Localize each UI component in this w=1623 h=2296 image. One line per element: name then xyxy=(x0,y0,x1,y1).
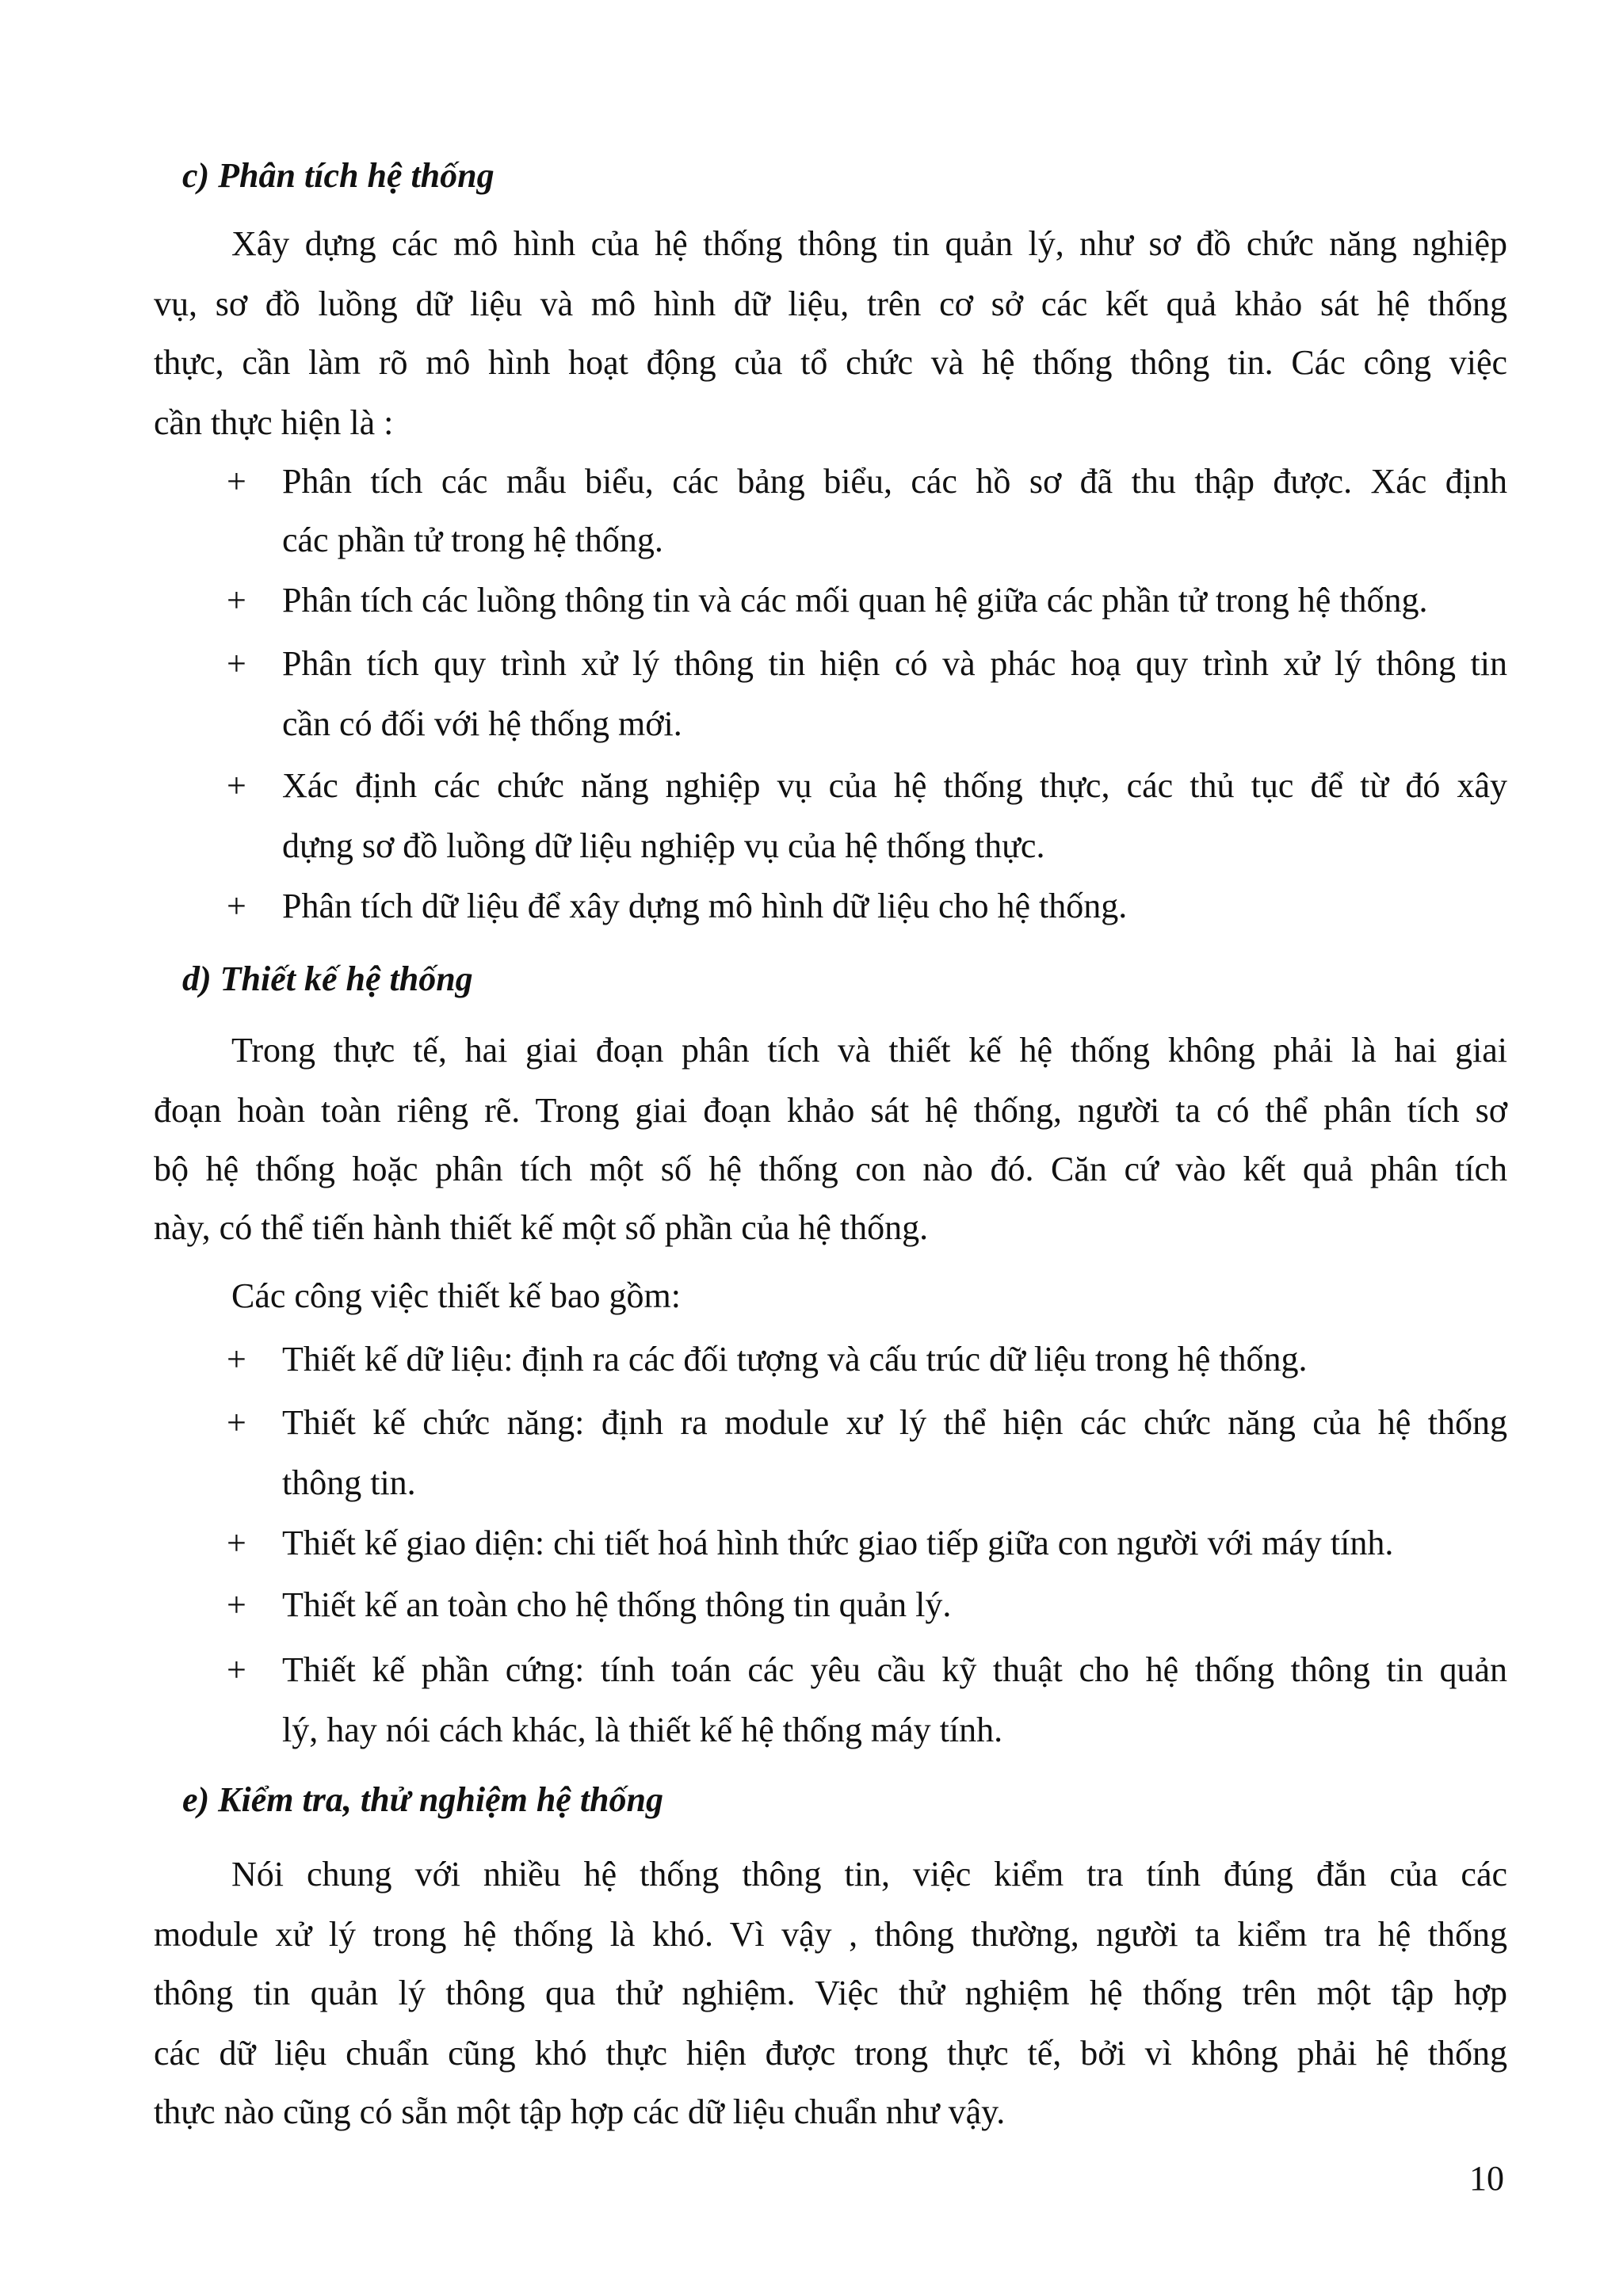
bullet-marker: + xyxy=(227,644,246,683)
bullet-marker: + xyxy=(227,1403,246,1442)
section-e-para-line: thông tin quản lý thông qua thử nghiệm. Việc thử nghiệm hệ thống trên một tập hợp xyxy=(154,1974,1507,2012)
section-d-intro: Các công việc thiết kế bao gồm: xyxy=(231,1276,681,1315)
section-c-para-line: thực, cần làm rõ mô hình hoạt động của tổ chức và hệ thống thông tin. Các công việc xyxy=(154,343,1507,382)
bullet-marker: + xyxy=(227,887,246,925)
section-d-bullet-line: Thiết kế dữ liệu: định ra các đối tượng và cấu trúc dữ liệu trong hệ thống. xyxy=(282,1340,1308,1379)
section-d-heading: d) Thiết kế hệ thống xyxy=(182,959,473,998)
section-d-para-line: này, có thể tiến hành thiết kế một số phần của hệ thống. xyxy=(154,1208,929,1247)
section-d-bullet-line: Thiết kế an toàn cho hệ thống thông tin quản lý. xyxy=(282,1585,952,1624)
section-e-para-line: các dữ liệu chuẩn cũng khó thực hiện được trong thực tế, bởi vì không phải hệ thống xyxy=(154,2034,1507,2073)
section-c-para-line: Xây dựng các mô hình của hệ thống thông tin quản lý, như sơ đồ chức năng nghiệp xyxy=(231,224,1507,263)
bullet-marker: + xyxy=(227,1524,246,1562)
section-d-bullet-line: Thiết kế phần cứng: tính toán các yêu cầu kỹ thuật cho hệ thống thông tin quản xyxy=(282,1650,1507,1689)
bullet-marker: + xyxy=(227,1340,246,1379)
section-d-bullet-line: lý, hay nói cách khác, là thiết kế hệ thống máy tính. xyxy=(282,1711,1003,1749)
section-c-para-line: vụ, sơ đồ luồng dữ liệu và mô hình dữ liệu, trên cơ sở các kết quả khảo sát hệ thống xyxy=(154,284,1507,323)
section-e-heading: e) Kiểm tra, thử nghiệm hệ thống xyxy=(182,1780,663,1819)
section-c-para-line: cần thực hiện là : xyxy=(154,403,394,442)
section-c-bullet-line: các phần tử trong hệ thống. xyxy=(282,521,663,559)
section-d-para-line: đoạn hoàn toàn riêng rẽ. Trong giai đoạn khảo sát hệ thống, người ta có thể phân tích sơ xyxy=(154,1091,1507,1130)
section-c-bullet-line: cần có đối với hệ thống mới. xyxy=(282,704,682,743)
bullet-marker: + xyxy=(227,1650,246,1689)
bullet-marker: + xyxy=(227,581,246,620)
section-c-bullet-line: Phân tích quy trình xử lý thông tin hiện có và phác hoạ quy trình xử lý thông tin xyxy=(282,644,1507,683)
section-c-bullet-line: Phân tích các mẫu biểu, các bảng biểu, các hồ sơ đã thu thập được. Xác định xyxy=(282,462,1507,501)
section-d-bullet-line: Thiết kế giao diện: chi tiết hoá hình thức giao tiếp giữa con người với máy tính. xyxy=(282,1524,1394,1562)
section-e-para-line: module xử lý trong hệ thống là khó. Vì vậy , thông thường, người ta kiểm tra hệ thống xyxy=(154,1915,1507,1954)
section-d-bullet-line: thông tin. xyxy=(282,1463,416,1502)
section-d-bullet-line: Thiết kế chức năng: định ra module xư lý thể hiện các chức năng của hệ thống xyxy=(282,1403,1507,1442)
section-c-bullet-line: Phân tích dữ liệu để xây dựng mô hình dữ liệu cho hệ thống. xyxy=(282,887,1128,925)
bullet-marker: + xyxy=(227,766,246,805)
section-c-bullet-line: dựng sơ đồ luồng dữ liệu nghiệp vụ của hệ thống thực. xyxy=(282,826,1045,865)
bullet-marker: + xyxy=(227,462,246,501)
section-d-para-line: Trong thực tế, hai giai đoạn phân tích và thiết kế hệ thống không phải là hai giai xyxy=(231,1031,1507,1070)
section-c-bullet-line: Xác định các chức năng nghiệp vụ của hệ thống thực, các thủ tục để từ đó xây xyxy=(282,766,1507,805)
section-d-para-line: bộ hệ thống hoặc phân tích một số hệ thống con nào đó. Căn cứ vào kết quả phân tích xyxy=(154,1150,1507,1188)
section-c-bullet-line: Phân tích các luồng thông tin và các mối quan hệ giữa các phần tử trong hệ thống. xyxy=(282,581,1428,620)
page-number: 10 xyxy=(1469,2159,1504,2198)
bullet-marker: + xyxy=(227,1585,246,1624)
section-e-para-line: thực nào cũng có sẵn một tập hợp các dữ liệu chuẩn như vậy. xyxy=(154,2092,1006,2131)
section-e-para-line: Nói chung với nhiều hệ thống thông tin, việc kiểm tra tính đúng đắn của các xyxy=(231,1855,1507,1894)
section-c-heading: c) Phân tích hệ thống xyxy=(182,156,495,195)
